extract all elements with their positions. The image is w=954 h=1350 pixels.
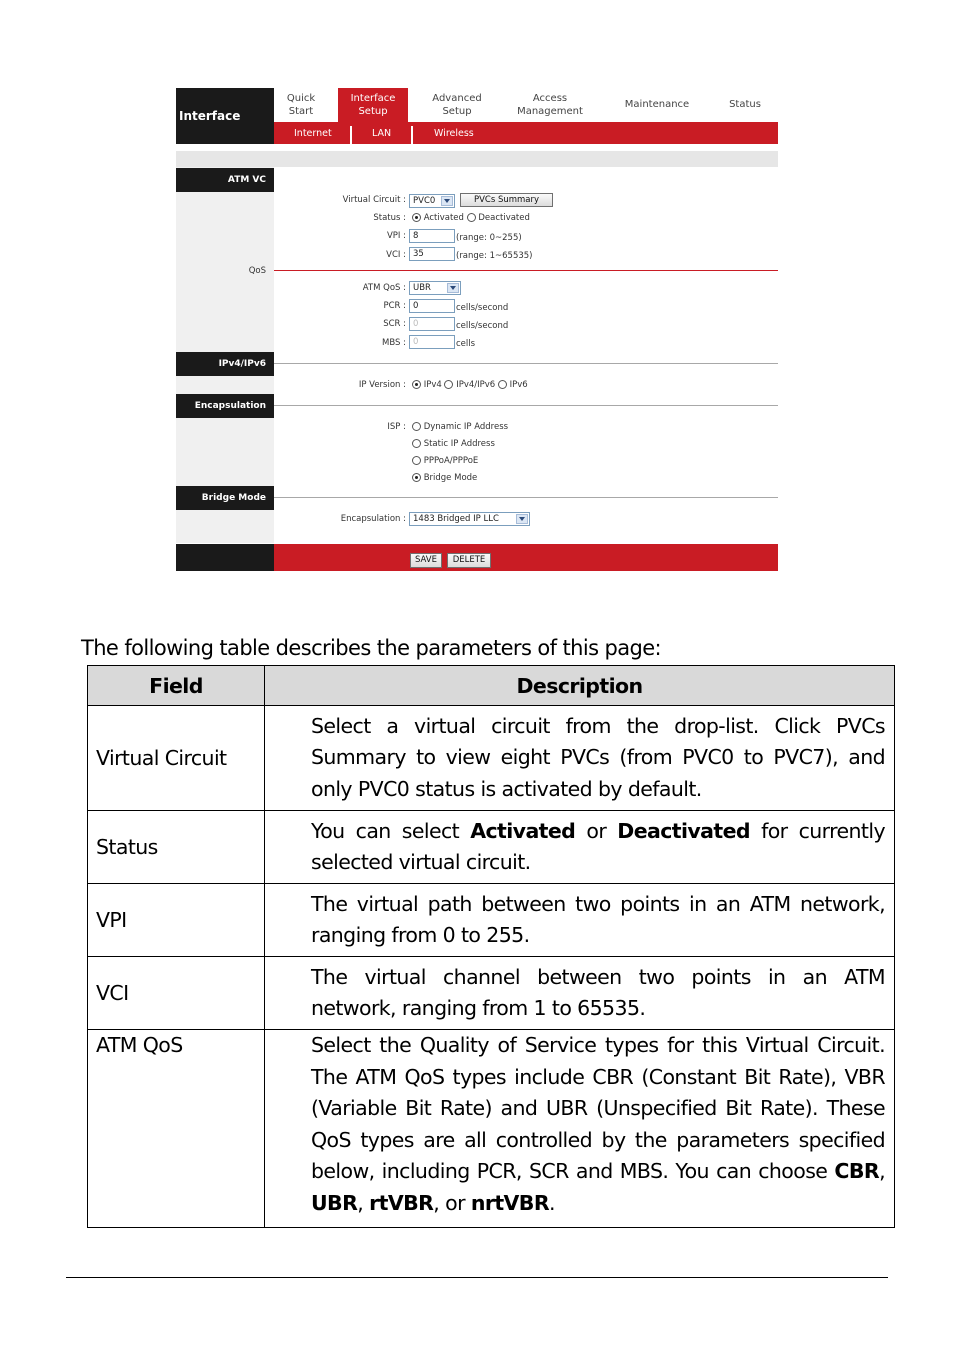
tab-maintenance[interactable] [616, 98, 698, 112]
field-cell: Status [88, 811, 265, 884]
pvcs-summary-button[interactable]: PVCs Summary [460, 193, 553, 207]
description-cell: Select a virtual circuit from the drop-list. Click PVCs Summary to view eight PVCs (from PVC0 to PVC7), and only PVC0 status is activated by default. [265, 706, 895, 811]
bold-term: rtVBR [369, 1190, 434, 1215]
table-header-row [88, 666, 895, 706]
pcr-input[interactable]: 0 [409, 299, 455, 313]
bold-term: nrtVBR [470, 1190, 550, 1215]
vpi-range: (range: 0~255) [456, 233, 522, 243]
status-radio-group [412, 213, 530, 223]
vci-input[interactable]: 35 [409, 247, 455, 261]
table-row [88, 706, 895, 811]
radio-label: Static IP Address [423, 439, 495, 449]
vci-range: (range: 1~65535) [456, 251, 533, 261]
subtab-divider [411, 126, 413, 144]
select-value: UBR [413, 283, 431, 293]
tab-label: Management [517, 106, 583, 117]
subtab-internet[interactable]: Internet [294, 128, 332, 139]
section-bridge-mode: Bridge Mode [176, 486, 274, 510]
status-activated-radio[interactable] [412, 213, 421, 222]
table-row [88, 884, 895, 957]
parameters-table [87, 665, 895, 1228]
virtual-circuit-select[interactable] [409, 194, 455, 208]
column-header-field: Field [88, 666, 265, 706]
isp-bridge-option [412, 473, 477, 483]
table-row [88, 811, 895, 884]
section-qos: QoS [248, 266, 266, 276]
table-row [88, 957, 895, 1030]
section-ip-version: IPv4/IPv6 [176, 352, 274, 376]
label-ip-version: IP Version : [358, 380, 406, 390]
label-isp: ISP : [387, 422, 406, 432]
description-cell [265, 1030, 895, 1228]
delete-button[interactable]: DELETE [447, 553, 491, 568]
radio-label: Bridge Mode [423, 473, 478, 483]
label-encapsulation: Encapsulation : [340, 514, 406, 524]
label-status: Status : [373, 213, 406, 223]
label-scr: SCR : [383, 319, 406, 329]
text-run: . [549, 1190, 555, 1215]
text-run: or [575, 818, 618, 843]
radio-label: IPv4 [423, 380, 442, 390]
field-cell: VPI [88, 884, 265, 957]
tab-interface-setup[interactable] [338, 88, 408, 122]
tab-label: Start [288, 106, 314, 117]
tab-label: Maintenance [624, 99, 690, 110]
tab-label: Setup [442, 106, 472, 117]
ipv4-radio[interactable] [412, 380, 421, 389]
tab-advanced-setup[interactable] [422, 92, 492, 120]
footer-red [274, 544, 778, 571]
bold-term: Deactivated [617, 818, 750, 843]
brand-label: Interface [176, 88, 274, 144]
text-run: Select the Quality of Service types for this Virtual Circuit. The ATM QoS types include CBR (Constant Bit Rate), VBR (Variable Bit Rate) and UBR (Unspecified Bit Rate). These QoS types are all controlled by the parameters specified below, including PCR, SCR and MBS. You can choose [311, 1033, 885, 1183]
chevron-down-icon [447, 283, 459, 293]
vpi-input[interactable]: 8 [409, 229, 455, 243]
radio-label: IPv6 [509, 380, 528, 390]
tab-label: Quick [286, 93, 316, 104]
label-mbs: MBS : [382, 338, 406, 348]
ip-divider [274, 363, 778, 364]
isp-dynamic-radio[interactable] [412, 422, 421, 431]
radio-label: IPv4/IPv6 [456, 380, 496, 390]
section-encapsulation: Encapsulation [176, 394, 274, 418]
column-header-description: Description [265, 666, 895, 706]
isp-static-option [412, 439, 495, 449]
label-atm-qos: ATM QoS : [362, 283, 406, 293]
tab-label: Setup [358, 106, 388, 117]
footer-black [176, 544, 274, 571]
section-atm-vc: ATM VC [176, 168, 274, 192]
radio-label: Dynamic IP Address [423, 422, 509, 432]
qos-divider [274, 270, 778, 271]
text-run: , [357, 1190, 370, 1215]
description-cell: The virtual path between two points in an ATM network, ranging from 0 to 255. [265, 884, 895, 957]
tab-quick-start[interactable] [276, 92, 326, 120]
isp-pppoa-radio[interactable] [412, 456, 421, 465]
router-screenshot [176, 88, 778, 571]
radio-label: PPPoA/PPPoE [423, 456, 479, 466]
save-button[interactable]: SAVE [410, 553, 442, 568]
encapsulation-divider [274, 405, 778, 406]
text-run: You can select [311, 818, 471, 843]
text-run: for currently selected virtual circuit. [311, 818, 886, 874]
select-value: 1483 Bridged IP LLC [413, 514, 499, 524]
scr-input[interactable]: 0 [409, 317, 455, 331]
tab-access-management[interactable] [506, 92, 594, 120]
ip-version-radio-group [412, 380, 528, 390]
select-value: PVC0 [413, 196, 436, 206]
label-virtual-circuit: Virtual Circuit : [342, 195, 406, 205]
tab-label: Access [532, 93, 568, 104]
mbs-input[interactable]: 0 [409, 335, 455, 349]
label-vpi: VPI : [386, 231, 406, 241]
text-run: , [879, 1159, 885, 1183]
description-cell [265, 811, 895, 884]
chevron-down-icon [441, 196, 453, 206]
radio-label: Activated [423, 213, 464, 223]
bridge-divider [274, 497, 778, 498]
table-row [88, 1030, 895, 1228]
subtab-lan[interactable]: LAN [372, 128, 392, 139]
spacer-bar [176, 151, 778, 167]
label-vci: VCI : [386, 250, 406, 260]
ipv6-radio[interactable] [498, 380, 507, 389]
tab-label: Status [729, 99, 761, 110]
pcr-unit: cells/second [456, 303, 509, 313]
subtab-divider [350, 126, 352, 144]
subtab-wireless[interactable]: Wireless [434, 128, 474, 139]
encapsulation-select[interactable] [409, 512, 530, 526]
isp-static-radio[interactable] [412, 439, 421, 448]
isp-dynamic-option [412, 422, 508, 432]
ipv4-ipv6-radio[interactable] [444, 380, 453, 389]
description-cell: The virtual channel between two points in an ATM network, ranging from 1 to 65535. [265, 957, 895, 1030]
footer-rule [66, 1277, 888, 1278]
mbs-unit: cells [456, 339, 476, 349]
scr-unit: cells/second [456, 321, 509, 331]
radio-label: Deactivated [478, 213, 530, 223]
atm-qos-select[interactable] [409, 281, 461, 295]
bold-term: Activated [470, 818, 576, 843]
bold-term: CBR [834, 1159, 880, 1183]
tab-status[interactable] [716, 98, 774, 112]
field-cell: VCI [88, 957, 265, 1030]
intro-paragraph: The following table describes the parameters of this page: [81, 636, 662, 660]
bold-term: UBR [311, 1190, 358, 1215]
status-deactivated-radio[interactable] [467, 213, 476, 222]
isp-pppoa-option [412, 456, 478, 466]
text-run: , or [433, 1190, 471, 1215]
tab-label: Interface [350, 93, 396, 104]
tab-label: Advanced [432, 93, 482, 104]
isp-bridge-radio[interactable] [412, 473, 421, 482]
field-cell: ATM QoS [88, 1030, 265, 1228]
field-cell: Virtual Circuit [88, 706, 265, 811]
chevron-down-icon [516, 514, 528, 524]
label-pcr: PCR : [383, 301, 406, 311]
